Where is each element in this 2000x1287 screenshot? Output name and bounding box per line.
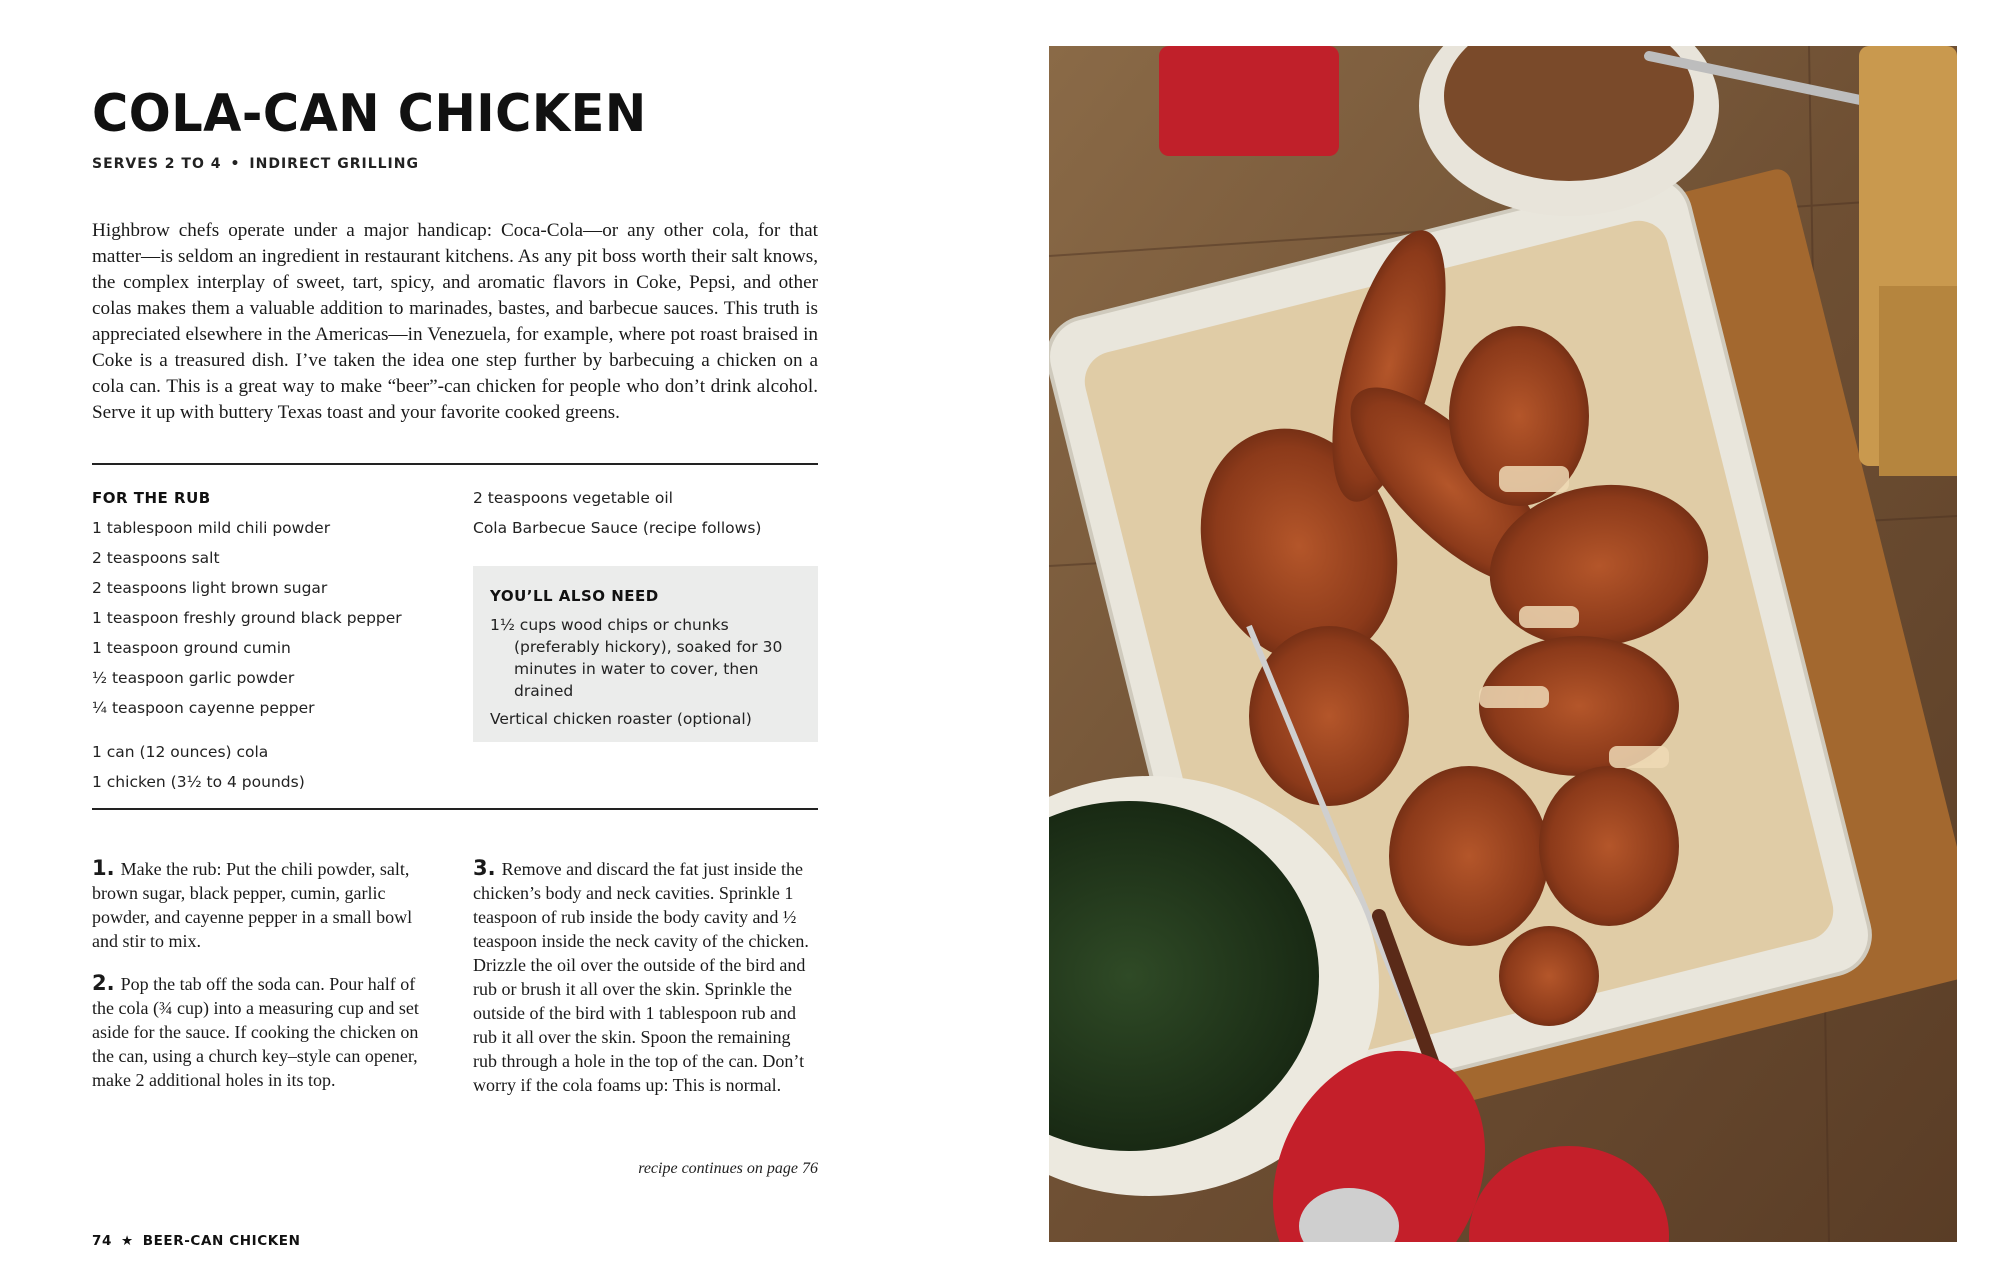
steps-column-1 (92, 838, 432, 1104)
section-name: BEER-CAN CHICKEN (142, 1233, 301, 1249)
step-number: 3. (473, 856, 496, 880)
step-text: Pop the tab off the soda can. Pour half of the cola (¾ cup) into a measuring cup and set aside for the sauce. If cooking the chicken on the can, using a church key–style can opener, make 2 additional holes in its top. (92, 974, 419, 1090)
step-text: Remove and discard the fat just inside the chicken’s body and neck cavities. Sprinkle 1 teaspoon of rub inside the body cavity and ½ teaspoon inside the neck cavity of the chicken. Drizzle the oil over the outside of the bird and rub or brush it all over the skin. Sprinkle the outside of the bird with 1 tablespoon rub and rub it all over the skin. Spoon the remaining rub through a hole in the top of the can. Don’t worry if the cola foams up: This is normal. (473, 859, 809, 1095)
page-footer (92, 1233, 301, 1249)
method-label: INDIRECT GRILLING (249, 156, 419, 172)
step-1 (92, 856, 432, 953)
section-divider (92, 808, 818, 810)
food-photo-illustration (1049, 46, 1957, 1242)
recipe-subtitle (92, 156, 419, 172)
ingredients-column-2 (473, 483, 818, 543)
cola-can-top (1159, 46, 1339, 156)
ingredient-item: 1 teaspoon freshly ground black pepper (92, 609, 402, 627)
bullet-separator: • (230, 156, 241, 172)
ingredient-item: 1 teaspoon ground cumin (92, 639, 291, 657)
continues-note: recipe continues on page 76 (638, 1160, 818, 1177)
ingredient-item: ½ teaspoon garlic powder (92, 669, 295, 687)
intro-paragraph: Highbrow chefs operate under a major handicap: Coca-Cola—or any other cola, for that matter—is seldom an ingredient in restaurant kitchens. As any pit boss worth their salt knows, the complex interplay of sweet, tart, spicy, and aromatic flavors in Coke, Pepsi, and other colas makes them a valuable addition to marinades, bastes, and barbecue sauces. This truth is appreciated elsewhere in the Americas—in Venezuela, for example, where pot roast braised in Coke is a treasured dish. I’ve taken the idea one step further by barbecuing a chicken on a cola can. This is a great way to make “beer”-can chicken for people who don’t drink alcohol. Serve it up with buttery Texas toast and your favorite cooked greens. (92, 220, 818, 424)
ingredient-item: Cola Barbecue Sauce (recipe follows) (473, 519, 762, 537)
ingredient-item: ¼ teaspoon cayenne pepper (92, 699, 315, 717)
equipment-heading: YOU’LL ALSO NEED (490, 587, 659, 605)
ingredient-item: 1 chicken (3½ to 4 pounds) (92, 773, 305, 791)
step-number: 1. (92, 856, 115, 880)
ingredient-item: 2 teaspoons vegetable oil (473, 489, 673, 507)
food-photo (1049, 46, 1957, 1242)
ingredient-item: 1 can (12 ounces) cola (92, 743, 269, 761)
step-2 (92, 971, 432, 1092)
ingredient-item: 2 teaspoons salt (92, 549, 220, 567)
equipment-box (473, 566, 818, 742)
step-3 (473, 856, 818, 1097)
step-text: Make the rub: Put the chili powder, salt, brown sugar, black pepper, cumin, garlic powder, and cayenne pepper in a small bowl and stir to mix. (92, 859, 413, 951)
left-page (92, 0, 818, 1287)
page-number: 74 (92, 1233, 112, 1249)
recipe-title: COLA-CAN CHICKEN (92, 84, 647, 144)
rub-heading: FOR THE RUB (92, 489, 211, 507)
step-number: 2. (92, 971, 115, 995)
equipment-item: 1½ cups wood chips or chunks (preferably hickory), soaked for 30 minutes in water to cover, then drained (490, 616, 783, 700)
steps-column-2 (473, 838, 818, 1109)
ingredient-item: 1 tablespoon mild chili powder (92, 519, 331, 537)
star-icon: ★ (121, 1233, 134, 1249)
ingredient-item: 2 teaspoons light brown sugar (92, 579, 328, 597)
serves-label: SERVES 2 TO 4 (92, 156, 222, 172)
equipment-item: Vertical chicken roaster (optional) (490, 710, 752, 728)
ingredients-column-1 (92, 483, 452, 797)
section-divider (92, 463, 818, 465)
